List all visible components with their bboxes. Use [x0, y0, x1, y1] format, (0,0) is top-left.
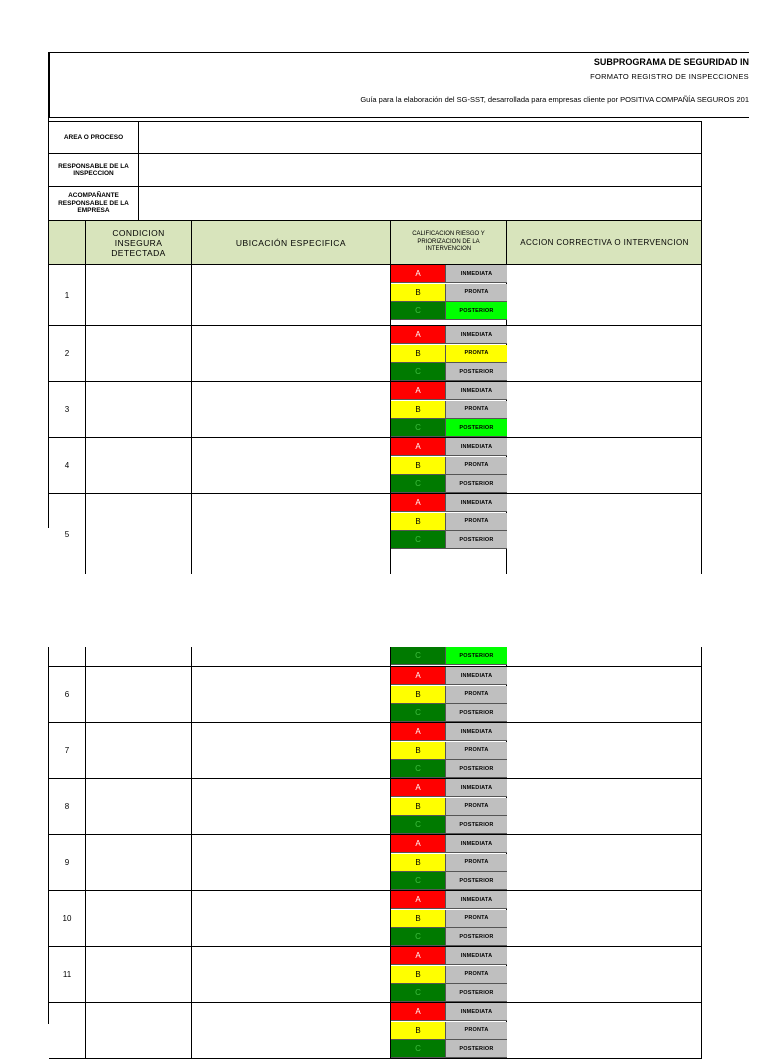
rating-option-b[interactable]: [391, 966, 507, 984]
acompanante-field[interactable]: [138, 187, 702, 220]
rating-label: POSTERIOR: [446, 704, 507, 721]
rating-label: PRONTA: [446, 742, 507, 759]
accion-cell[interactable]: [507, 265, 702, 325]
rating-option-a[interactable]: [391, 947, 507, 965]
rating-label: POSTERIOR: [446, 531, 507, 548]
calificacion-cell: [391, 382, 507, 437]
ubicacion-cell[interactable]: [192, 891, 391, 946]
rating-option-c[interactable]: [391, 363, 507, 381]
rating-label: INMEDIATA: [446, 1003, 507, 1020]
table-row: [49, 891, 702, 947]
accion-cell[interactable]: [507, 494, 702, 574]
row-number: 5: [49, 494, 86, 574]
rating-letter: C: [391, 872, 446, 889]
rating-label: INMEDIATA: [446, 947, 507, 964]
rating-letter: A: [391, 326, 446, 343]
calificacion-cell: [391, 947, 507, 1002]
rating-label: POSTERIOR: [446, 302, 507, 319]
rating-label: PRONTA: [446, 966, 507, 983]
header-ubicacion: UBICACIÓN ESPECIFICA: [192, 221, 391, 264]
rating-label: PRONTA: [446, 854, 507, 871]
rating-letter: A: [391, 265, 446, 282]
rating-option-c[interactable]: [391, 760, 507, 778]
rating-option-c[interactable]: [391, 816, 507, 834]
ubicacion-cell[interactable]: [192, 667, 391, 722]
rating-option-c[interactable]: [391, 302, 507, 320]
row-number: [49, 1003, 86, 1058]
table-header: [49, 220, 702, 265]
condicion-cell[interactable]: [86, 891, 192, 946]
form-title: SUBPROGRAMA DE SEGURIDAD IN: [593, 57, 749, 67]
rating-letter: B: [391, 854, 446, 871]
area-label: AREA O PROCESO: [49, 122, 139, 153]
rating-letter: A: [391, 1003, 446, 1020]
accion-cell[interactable]: [507, 835, 702, 890]
calificacion-cell: [391, 723, 507, 778]
header-condicion: CONDICION INSEGURA DETECTADA: [86, 221, 192, 264]
table-row: [49, 647, 702, 667]
rating-label: PRONTA: [446, 910, 507, 927]
rating-letter: C: [391, 647, 446, 664]
rating-letter: B: [391, 686, 446, 703]
rating-option-b[interactable]: [391, 686, 507, 704]
rating-letter: A: [391, 382, 446, 399]
rating-letter: A: [391, 891, 446, 908]
calificacion-cell: [391, 891, 507, 946]
header-calificacion: CALIFICACION RIESGO Y PRIORIZACION DE LA INTERVENCION: [391, 221, 507, 264]
rating-label: PRONTA: [446, 284, 507, 301]
area-field[interactable]: [138, 122, 702, 153]
table-row: [49, 1003, 702, 1059]
ubicacion-cell[interactable]: [192, 265, 391, 325]
accion-cell[interactable]: [507, 779, 702, 834]
row-number: 2: [49, 326, 86, 381]
calificacion-cell: [391, 326, 507, 381]
rating-letter: C: [391, 984, 446, 1001]
responsable-label: RESPONSABLE DE LA INSPECCION: [49, 154, 139, 186]
row-number: 8: [49, 779, 86, 834]
calificacion-cell: [391, 647, 507, 666]
rating-option-c[interactable]: [391, 872, 507, 890]
calificacion-cell: [391, 835, 507, 890]
form-guide-text: Guía para la elaboración del SG-SST, desarrollada para empresas cliente por POSITIVA COMPAÑÍA SEGUROS 201: [360, 95, 749, 104]
calificacion-cell: [391, 667, 507, 722]
ubicacion-cell[interactable]: [192, 494, 391, 574]
ubicacion-cell[interactable]: [192, 723, 391, 778]
rating-letter: B: [391, 966, 446, 983]
rating-letter: C: [391, 760, 446, 777]
row-number: [49, 647, 86, 666]
rating-label: POSTERIOR: [446, 984, 507, 1001]
table-row: [49, 779, 702, 835]
rating-label: INMEDIATA: [446, 438, 507, 455]
rating-option-c[interactable]: [391, 984, 507, 1002]
rating-letter: C: [391, 704, 446, 721]
rating-label: POSTERIOR: [446, 816, 507, 833]
rating-label: POSTERIOR: [446, 647, 507, 664]
rating-option-a[interactable]: [391, 265, 507, 283]
rating-label: PRONTA: [446, 513, 507, 530]
condicion-cell[interactable]: [86, 947, 192, 1002]
rating-letter: A: [391, 947, 446, 964]
sheet-page-bottom: [48, 647, 702, 1053]
info-row-responsable: [49, 153, 702, 186]
rating-option-c[interactable]: [391, 647, 507, 665]
rating-label: INMEDIATA: [446, 382, 507, 399]
rating-option-c[interactable]: [391, 928, 507, 946]
rating-label: INMEDIATA: [446, 779, 507, 796]
accion-cell[interactable]: [507, 438, 702, 493]
row-number: 6: [49, 667, 86, 722]
table-row: [49, 265, 702, 326]
rating-letter: C: [391, 363, 446, 380]
rating-letter: A: [391, 835, 446, 852]
form-header: [49, 52, 749, 118]
info-row-area: [49, 121, 702, 153]
rating-letter: C: [391, 928, 446, 945]
table-row: [49, 947, 702, 1003]
rating-label: INMEDIATA: [446, 891, 507, 908]
rating-option-c[interactable]: [391, 475, 507, 493]
table-row: [49, 494, 702, 574]
rating-letter: B: [391, 284, 446, 301]
ubicacion-cell[interactable]: [192, 438, 391, 493]
sheet-page-top: [48, 52, 749, 544]
table-row: [49, 835, 702, 891]
rating-letter: C: [391, 531, 446, 548]
rating-letter: B: [391, 345, 446, 362]
rating-option-b[interactable]: [391, 284, 507, 302]
rating-option-a[interactable]: [391, 326, 507, 344]
rating-option-b[interactable]: [391, 457, 507, 475]
rating-label: PRONTA: [446, 798, 507, 815]
rating-label: PRONTA: [446, 457, 507, 474]
form-subtitle: FORMATO REGISTRO DE INSPECCIONES: [590, 72, 749, 81]
rating-label: POSTERIOR: [446, 1040, 507, 1057]
condicion-cell[interactable]: [86, 438, 192, 493]
rating-letter: B: [391, 910, 446, 927]
accion-cell[interactable]: [507, 1003, 702, 1058]
rating-letter: B: [391, 1022, 446, 1039]
condicion-cell[interactable]: [86, 647, 192, 666]
calificacion-cell: [391, 779, 507, 834]
row-number: 3: [49, 382, 86, 437]
rating-letter: B: [391, 513, 446, 530]
rating-label: POSTERIOR: [446, 475, 507, 492]
rating-label: POSTERIOR: [446, 419, 507, 436]
rating-label: INMEDIATA: [446, 723, 507, 740]
rating-option-a[interactable]: [391, 723, 507, 741]
rating-option-b[interactable]: [391, 910, 507, 928]
calificacion-cell: [391, 494, 507, 574]
rating-option-a[interactable]: [391, 1003, 507, 1021]
rating-letter: A: [391, 494, 446, 511]
rating-label: INMEDIATA: [446, 667, 507, 684]
rating-label: PRONTA: [446, 686, 507, 703]
rating-option-a[interactable]: [391, 438, 507, 456]
responsable-field[interactable]: [138, 154, 702, 186]
rating-label: INMEDIATA: [446, 265, 507, 282]
row-number: 10: [49, 891, 86, 946]
condicion-cell[interactable]: [86, 779, 192, 834]
row-number: 11: [49, 947, 86, 1002]
table-row: [49, 667, 702, 723]
rating-label: PRONTA: [446, 401, 507, 418]
row-number: 4: [49, 438, 86, 493]
rating-option-a[interactable]: [391, 494, 507, 512]
rating-option-b[interactable]: [391, 798, 507, 816]
rating-label: POSTERIOR: [446, 363, 507, 380]
rating-letter: B: [391, 457, 446, 474]
ubicacion-cell[interactable]: [192, 647, 391, 666]
table-row: [49, 326, 702, 382]
rating-label: POSTERIOR: [446, 928, 507, 945]
rating-letter: B: [391, 798, 446, 815]
rating-letter: C: [391, 475, 446, 492]
ubicacion-cell[interactable]: [192, 947, 391, 1002]
table-row: [49, 382, 702, 438]
rating-letter: C: [391, 302, 446, 319]
condicion-cell[interactable]: [86, 326, 192, 381]
rating-letter: B: [391, 401, 446, 418]
accion-cell[interactable]: [507, 891, 702, 946]
accion-cell[interactable]: [507, 667, 702, 722]
accion-cell[interactable]: [507, 326, 702, 381]
acompanante-label: ACOMPAÑANTE RESPONSABLE DE LA EMPRESA: [49, 187, 139, 220]
condicion-cell[interactable]: [86, 382, 192, 437]
rating-letter: C: [391, 816, 446, 833]
condicion-cell[interactable]: [86, 835, 192, 890]
condicion-cell[interactable]: [86, 667, 192, 722]
rating-label: INMEDIATA: [446, 835, 507, 852]
row-number: 1: [49, 265, 86, 325]
rating-letter: A: [391, 723, 446, 740]
rating-letter: B: [391, 742, 446, 759]
row-number: 9: [49, 835, 86, 890]
ubicacion-cell[interactable]: [192, 326, 391, 381]
rating-option-b[interactable]: [391, 854, 507, 872]
accion-cell[interactable]: [507, 647, 702, 666]
rating-label: INMEDIATA: [446, 494, 507, 511]
condicion-cell[interactable]: [86, 1003, 192, 1058]
table-row: [49, 438, 702, 494]
condicion-cell[interactable]: [86, 265, 192, 325]
calificacion-cell: [391, 1003, 507, 1058]
rating-option-b[interactable]: [391, 1022, 507, 1040]
rating-letter: A: [391, 779, 446, 796]
rating-option-a[interactable]: [391, 835, 507, 853]
rating-option-c[interactable]: [391, 1040, 507, 1058]
ubicacion-cell[interactable]: [192, 1003, 391, 1058]
condicion-cell[interactable]: [86, 494, 192, 574]
rating-label: INMEDIATA: [446, 326, 507, 343]
rating-label: PRONTA: [446, 345, 507, 362]
ubicacion-cell[interactable]: [192, 382, 391, 437]
rating-option-b[interactable]: [391, 401, 507, 419]
calificacion-cell: [391, 438, 507, 493]
calificacion-cell: [391, 265, 507, 325]
rating-label: POSTERIOR: [446, 760, 507, 777]
rating-letter: A: [391, 667, 446, 684]
accion-cell[interactable]: [507, 382, 702, 437]
accion-cell[interactable]: [507, 947, 702, 1002]
rating-option-c[interactable]: [391, 419, 507, 437]
rating-letter: C: [391, 419, 446, 436]
rating-option-a[interactable]: [391, 382, 507, 400]
rating-option-c[interactable]: [391, 704, 507, 722]
rating-option-a[interactable]: [391, 667, 507, 685]
info-row-acompanante: [49, 186, 702, 220]
header-accion: ACCION CORRECTIVA O INTERVENCION: [520, 238, 689, 247]
header-number: [49, 221, 86, 264]
rating-option-b[interactable]: [391, 345, 507, 363]
rating-option-a[interactable]: [391, 891, 507, 909]
rating-option-b[interactable]: [391, 513, 507, 531]
accion-cell[interactable]: [507, 723, 702, 778]
row-number: 7: [49, 723, 86, 778]
rating-option-b[interactable]: [391, 742, 507, 760]
ubicacion-cell[interactable]: [192, 835, 391, 890]
rating-label: POSTERIOR: [446, 872, 507, 889]
rating-letter: C: [391, 1040, 446, 1057]
ubicacion-cell[interactable]: [192, 779, 391, 834]
rating-letter: A: [391, 438, 446, 455]
rating-option-c[interactable]: [391, 531, 507, 549]
table-row: [49, 723, 702, 779]
rating-option-a[interactable]: [391, 779, 507, 797]
condicion-cell[interactable]: [86, 723, 192, 778]
rating-label: PRONTA: [446, 1022, 507, 1039]
